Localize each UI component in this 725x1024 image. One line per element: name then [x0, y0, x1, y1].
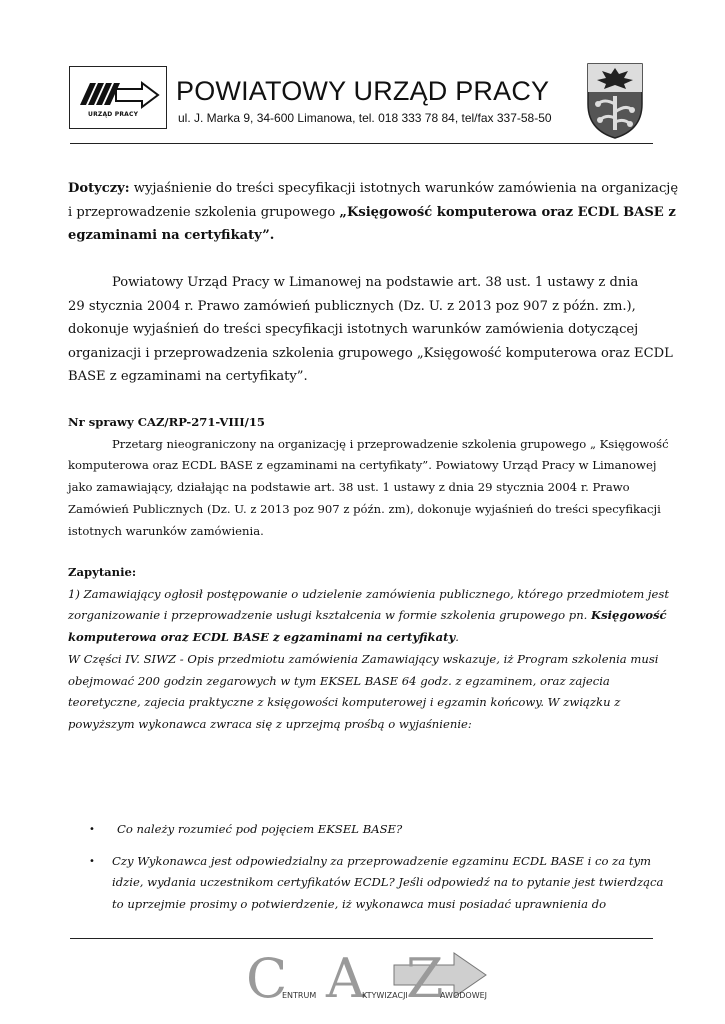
intro-line-1: Powiatowy Urząd Pracy w Limanowej na podstawie art. 38 ust. 1 ustawy z dnia — [112, 275, 639, 290]
office-logo — [69, 66, 167, 129]
coat-of-arms-icon — [584, 60, 646, 140]
intro-line-2: 29 stycznia 2004 r. Prawo zamówień publicznych (Dz. U. z 2013 poz 907 z późn. zm.), — [68, 298, 636, 314]
subject-text-a: wyjaśnienie do treści specyfikacji istotnych warunków zamówienia na organizację — [129, 181, 679, 196]
logo-caption: URZĄD PRACY — [88, 111, 139, 118]
question-line-4: W Części IV. SIWZ - Opis przedmiotu zamówienia Zamawiający wskazuje, iż Program szkolenia musi — [68, 651, 659, 666]
subject-text-b: i przeprowadzenie szkolenia grupowego — [68, 204, 340, 220]
intro-paragraph — [68, 271, 673, 389]
training-title-b: egzaminami na certyfikaty”. — [68, 228, 275, 243]
case-line-5: istotnych warunków zamówienia. — [68, 523, 264, 538]
list-item — [68, 819, 652, 841]
case-line-4: Zamówień Publicznych (Dz. U. z 2013 poz 907 z późn. zm), dokonuje wyjaśnień do treści specyfikacji — [68, 501, 661, 516]
footer-letter-z: Z — [406, 947, 444, 1005]
case-line-1: Przetarg nieograniczony na organizację i przeprowadzenie szkolenia grupowego „ Księgowość — [112, 436, 669, 451]
subject-label: Dotyczy: — [68, 181, 130, 196]
footer-word-3: AWODOWEJ — [440, 991, 488, 1000]
question-line-5: obejmować 200 godzin zegarowych w tym EKSEL BASE 64 godz. z egzaminem, oraz zajecia — [68, 673, 610, 688]
bullet-item-1: Co należy rozumieć pod pojęciem EKSEL BASE? — [117, 822, 403, 836]
question-heading: Zapytanie: — [68, 565, 137, 579]
header-divider — [70, 143, 653, 144]
subject-paragraph — [68, 177, 679, 248]
footer-divider — [70, 938, 653, 939]
footer-word-2: KTYWIZACJI — [362, 991, 408, 1000]
footer-letter-a: A — [326, 947, 365, 1005]
office-address: ul. J. Marka 9, 34-600 Limanowa, tel. 018 333 78 84, tel/fax 337-58-50 — [178, 111, 552, 125]
footer-letter-c: C — [246, 947, 288, 1005]
question-section — [68, 562, 669, 736]
bullet-icon: • — [89, 855, 95, 867]
bullet-icon: • — [89, 824, 95, 835]
question-line-3b: . — [455, 630, 459, 645]
bullet-item-2-line-2: idzie, wydania uczestnikom certyfikatów ECDL? Jeśli odpowiedź na to pytanie jest twierdząca — [112, 875, 664, 890]
question-line-6: teoretyczne, zajecia praktyczne z księgowości komputerowej i egzamin końcowy. W związku z — [68, 695, 621, 710]
question-title-b: komputerowa oraz ECDL BASE z egzaminami na certyfikaty — [68, 630, 456, 645]
training-title-a: „Księgowość komputerowa oraz ECDL BASE z — [339, 204, 676, 220]
bullet-list — [68, 819, 664, 916]
question-line-7: powyższym wykonawca zwraca się z uprzejmą prośbą o wyjaśnienie: — [68, 716, 472, 731]
question-line-2a: zorganizowanie i przeprowadzenie usługi kształcenia w formie szkolenia grupowego pn. — [68, 608, 592, 623]
intro-line-3: dokonuje wyjaśnień do treści specyfikacji istotnych warunków zamówienia dotyczącej — [68, 322, 639, 337]
bullet-item-2-line-1: Czy Wykonawca jest odpowiedzialny za przeprowadzenie egzaminu ECDL BASE i co za tym — [112, 853, 652, 868]
case-section — [68, 412, 669, 542]
footer-word-1: ENTRUM — [282, 991, 317, 1000]
intro-line-4: organizacji i przeprowadzenia szkolenia grupowego „Księgowość komputerowa oraz ECDL — [68, 345, 673, 361]
case-line-3: jako zamawiający, działając na podstawie art. 38 ust. 1 ustawy z dnia 29 stycznia 2004 r. Prawo — [68, 480, 630, 495]
caz-footer-logo — [244, 947, 488, 1005]
arrows-logo-icon — [76, 75, 162, 113]
bullet-item-2-line-3: to uprzejmie prosimy o potwierdzenie, iż wykonawca musi posiadać uprawnienia do — [112, 897, 607, 912]
question-line-1: 1) Zamawiający ogłosił postępowanie o udzielenie zamówienia publicznego, którego przedmiotem jest — [68, 586, 669, 601]
question-title-a: Księgowość — [591, 608, 667, 623]
intro-line-5: BASE z egzaminami na certyfikaty”. — [68, 369, 308, 384]
case-line-2: komputerowa oraz ECDL BASE z egzaminami na certyfikaty”. Powiatowy Urząd Pracy w Limanowej — [68, 458, 657, 473]
office-title: POWIATOWY URZĄD PRACY — [176, 76, 550, 106]
case-number: Nr sprawy CAZ/RP-271-VIII/15 — [68, 415, 266, 429]
list-item — [68, 851, 652, 873]
